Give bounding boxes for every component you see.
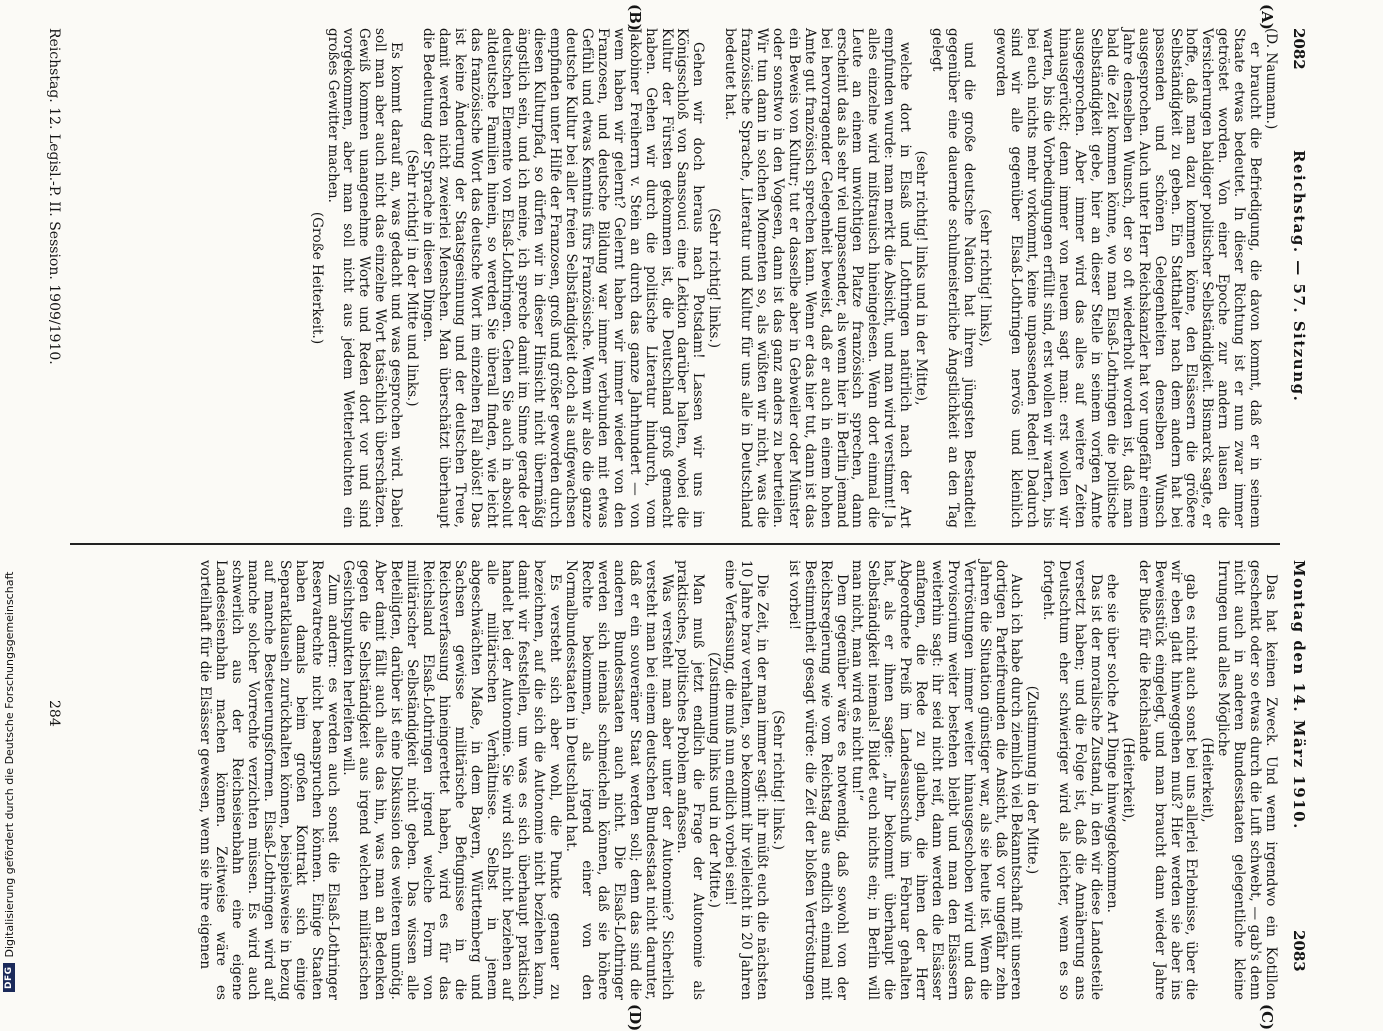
paragraph: ehe sie über solche Art Dinge hinweggekommen. bbox=[1103, 574, 1120, 913]
speaker-label: (D. Naumann.) bbox=[1263, 28, 1279, 130]
paragraph: gab es nicht auch sonst bei uns allerlei Erlebnisse, über die wir eben glatt hinweggehen muß? Hier werden sie aber ins Beweisstück eingelegt, und man braucht dann wieder Jahre der Buße für die Reichslande bbox=[1135, 560, 1200, 1000]
paragraph: Gehen wir doch heraus nach Potsdam! Lassen wir uns im Königsschloß von Sanssouci eine Lektion darüber halten, wobei die Kultur der Fürsten gekommen ist, die Deutschland groß gemacht haben. Gehen wir durch die politische Literatur hindurch, vom Jakobiner Freiherrn v. Stein an durch das ganze Jahrhundert — von wem haben wir gelernt? Gelernt haben wir immer wieder von den Franzosen, und deutsche Bildung war immer verbunden mit etwas Gefühl und etwas Kenntnis fürs Französische. Wenn wir also die ganze deutsche Kultur bei aller freien Selbständigkeit doch als aufgewachsen empfinden unter Hilfe der Franzosen, groß und größer geworden durch diesen Kulturpfad, so dürfen wir in dieser Hinsicht nicht übermäßig ängstlich sein, und ich meine, ich spreche damit im Sinne gerade der deutschen Elemente von Elsaß-Lothringen. Gehen Sie auch in absolut altdeutsche Familien hinein, so werden Sie überall finden, wie leicht das französische Wort das deutsche Wort im einzelnen Fall ablöst! Das ist keine Änderung der Staatsgesinnung und der deutschen Treue, damit werden nicht zweierlei Menschen. Man überschätzt überhaupt die Bedeutung der Sprache in diesen Dingen. bbox=[419, 28, 707, 528]
paragraph: er braucht die Befriedigung, die davon kommt, daß er in seinem Staate etwas bedeutet. In dieser Richtung ist er nun zwar immer getröstet worden. Von einer Epoche zur andern lausen die Versicherungen baldiger politischer Selbständigkeit. Bismarck sagte, er hoffe, daß man dazu kommen könne, den Elsässern die größere Selbständigkeit zu geben. Ein Statthalter nach dem andern hat bei passenden und schönen Gelegenheiten denselben Wunsch ausgesprochen. Auch unter Herr Reichskanzler hat vor ungefähr einem Jahre denselben Wunsch, der so oft wiederholt worden ist, daß man bald die Zeit kommen könne, wo man Elsaß-Lothringen die politische Selbständigkeit gebe, hier an dieser Stelle in seinem vorigen Amte ausgesprochen. Aber immer wird das alles auf weitere Zeiten hinausgerückt; denn immer von neuem sagt man: erst wollen wir warten, bis die Vorbedingungen erfüllt sind, erst wollen wir warten, bis bei euch nichts mehr vorkommt, keine unpassenden Reden! Dadurch sind wir alle gegenüber Elsaß-Lothringen nervös und kleinlich geworden bbox=[992, 28, 1264, 528]
margin-mark-c: (C) bbox=[1258, 1004, 1276, 1031]
running-head-left: Reichstag. — 57. Sitzung. bbox=[1290, 150, 1308, 403]
paragraph: Dem gegenüber wäre es notwendig, daß sowohl von der Reichsregierung wie vom Reichstag aus endlich einmal mit Bestimmtheit gesagt würde: die Zeit der bloßen Vertröstungen ist vorbei! bbox=[785, 560, 850, 1000]
page-number-left: 2082 bbox=[1290, 28, 1308, 70]
running-head-right: Montag den 14. März 1910. bbox=[1290, 560, 1308, 830]
interjection: (Sehr richtig! links.) bbox=[706, 207, 723, 349]
page-number-right: 2083 bbox=[1290, 930, 1308, 972]
credit-text: Digitalisierung gefördert durch die Deutsche Forschungsgemeinschaft bbox=[2, 571, 16, 958]
paragraph: Man muß jetzt endlich die Frage der Autonomie als praktisches, politisches Problem anfassen. bbox=[674, 560, 707, 1000]
interjection: (Zustimmung links und in der Mitte.) bbox=[706, 652, 723, 908]
paragraph: Auch ich habe durch ziemlich viel Bekanntschaft mit unseren dortigen Parteifreunden die Ansicht, daß vor ungefähr zehn Jahren die Situation günstiger war, als sie heute ist. Wenn die Vertröstungen immer weiter hinausgeschoben wird und das Provisorium weiter bestehen bleibt und man den Elsässern weiterhin sagt: ihr seid nicht reif, dann werden die Elsässer anfangen, die Rede zu glauben, die ihnen der Herr Abgeordnete Preiß im Landesausschuß im Februar gehalten hat, als er ihnen sagte: „Ihr bekommt überhaupt die Selbständigkeit niemals! Bildet euch nichts ein; in Berlin will man nicht, man wird es nicht tun!“ bbox=[849, 560, 1025, 1000]
paragraph: Es kommt darauf an, was gedacht und was gesprochen wird. Dabei soll man aber auch nicht das einzelne Wort tatsächlich überschätzen. Gewiß kommen unangenehme Worte und Reden dort vor und sind vorgekommen, aber man soll nicht aus jedem Wetterleuchten ein großes Gewitter machen. bbox=[324, 28, 405, 528]
interjection: (Sehr richtig! in der Mitte und links.) bbox=[404, 149, 421, 407]
dfg-logo: DFG bbox=[3, 963, 15, 992]
paragraph: Die Zeit, in der man immer sagt: ihr müßt euch die nächsten 10 Jahre brav verhalten, so bekommt ihr vielleicht in 20 Jahren eine Verfassung, die muß nun endlich vorbei sein! bbox=[722, 560, 770, 1000]
interjection: (Große Heiterkeit.) bbox=[308, 211, 325, 345]
text-column-right bbox=[78, 560, 1278, 1000]
interjection: (Heiterkeit), bbox=[1119, 737, 1136, 823]
digitisation-credit bbox=[0, 0, 18, 1000]
interjection: (Heiterkeit), bbox=[1199, 737, 1216, 823]
interjection: (sehr richtig! links), bbox=[976, 209, 993, 347]
paragraph: Das ist der moralische Zustand, in den wir diese Landesteile versetzt haben; und die Folge ist, daß die Annäherung ans Deutschtum eher schwieriger wird als leichter, wenn es so fortgeht. bbox=[1040, 560, 1105, 1000]
paragraph: Es versteht sich aber wohl, die Punkte genauer zu bezeichnen, auf die sich die Autonomie nicht beziehen kann, damit wir feststellen, um was es sich überhaupt praktisch handelt bei der Autonomie. Sie wird sich nicht beziehen auf alle militärischen Verhältnisse. Selbst in jenem abgeschwächten Maße, in dem Bayern, Württemberg und Sachsen gewisse militärische Befugnisse in die Reichsverfassung hineingerettet haben, wird es für das Reichsland Elsaß-Lothringen irgend welche Form von militärischer Selbständigkeit nicht geben. Das wissen alle Beteiligten, darüber ist eine Diskussion des weiteren unnötig. Aber damit fällt auch alles das hin, was man an Bedenken gegen die Selbständigkeit aus irgend welchen militärischen Gesichtspunkten herleiten will. bbox=[340, 560, 564, 1000]
interjection: (Zustimmung in der Mitte.) bbox=[1024, 685, 1041, 875]
paragraph: Das hat keinen Zweck. Und wenn irgendwo ein Kotillon geschenkt oder so etwas durch die Luft schwebt, — gab's denn nicht auch in anderen Bundesstaaten gelegentliche kleine Irrungen und alles Mögliche bbox=[1215, 560, 1279, 1000]
footer-citation: Reichstag. 12. Legisl.-P. II. Session. 1909/1910. bbox=[46, 28, 62, 365]
margin-mark-a: (A) bbox=[1258, 4, 1276, 30]
paragraph: welche dort in Elsaß und Lothringen natürlich nach der Art empfunden wurde: man merkt die Absicht, und man wird verstimmt! Ja alles einzelne wird mißtrauisch hineingelesen. Wenn dort einmal die Leute an einem unwichtigen Platze französisch sprechen, dann erscheint das als sehr viel unpassender, als wenn hier in Berlin jemand bei hervorragender Gelegenheit beweist, daß er auch in einem hohen Amte gut französisch sprechen kann. Wenn er das hier tut, dann ist das ein Beweis von Kultur; tut er dasselbe aber in Gebweiler oder Münster oder sonstwo in den Vogesen, dann ist das ganz anders zu beurteilen. Wir tun dann in solchen Momenten so, als wüßten wir nicht, was die französische Sprache, Literatur und Kultur für uns alle in Deutschland bedeutet hat. bbox=[722, 28, 914, 528]
margin-mark-d: (D) bbox=[626, 1004, 644, 1031]
paragraph: Zum andern: es werden auch sonst die Elsaß-Lothringer Reservatrechte nicht beanspruchen können. Einige Staaten haben damals beim großen Kontrakt sich einige Separatklauseln zurückhalten können, beispielsweise in bezug auf manche Besteuerungsformen. Elsaß-Lothringen wird auf manche solcher Vorrechte verzichten müssen. Es wird auch schwerlich aus der Reichseisenbahn eine eigene Landeseisenbahn machen können. Zeitweise wäre es vorteilhaft für die Elsässer gewesen, wenn sie ihre eigenen bbox=[197, 560, 341, 1000]
interjection: (Sehr richtig! links.) bbox=[769, 709, 786, 851]
interjection: (sehr richtig! links und in der Mitte), bbox=[913, 150, 930, 406]
margin-mark-b: (B) bbox=[626, 4, 644, 31]
paragraph: und die große deutsche Nation hat ihrem jüngsten Bestandteil gegenüber eine dauernde schulmeisterliche Ängstlichkeit an den Tag gelegt bbox=[928, 28, 977, 528]
paragraph: Was versteht man aber unter der Autonomie? Sicherlich versteht man bei einem deutschen Bundesstaat nicht darunter, daß er ein souveräner Staat werden soll; denn das sind die anderen Bundesstaaten auch nicht. Die Elsaß-Lothringer werden sich niemals schmeicheln können, daß sie höhere Rechte bekommen, als irgend einer von den Normalbundesstaaten in Deutschland hat. bbox=[563, 560, 675, 1000]
text-column-left bbox=[78, 28, 1278, 528]
column-divider bbox=[70, 543, 1280, 545]
printed-page bbox=[37, 0, 1320, 1031]
footer-sheet-number: 284 bbox=[46, 700, 62, 727]
